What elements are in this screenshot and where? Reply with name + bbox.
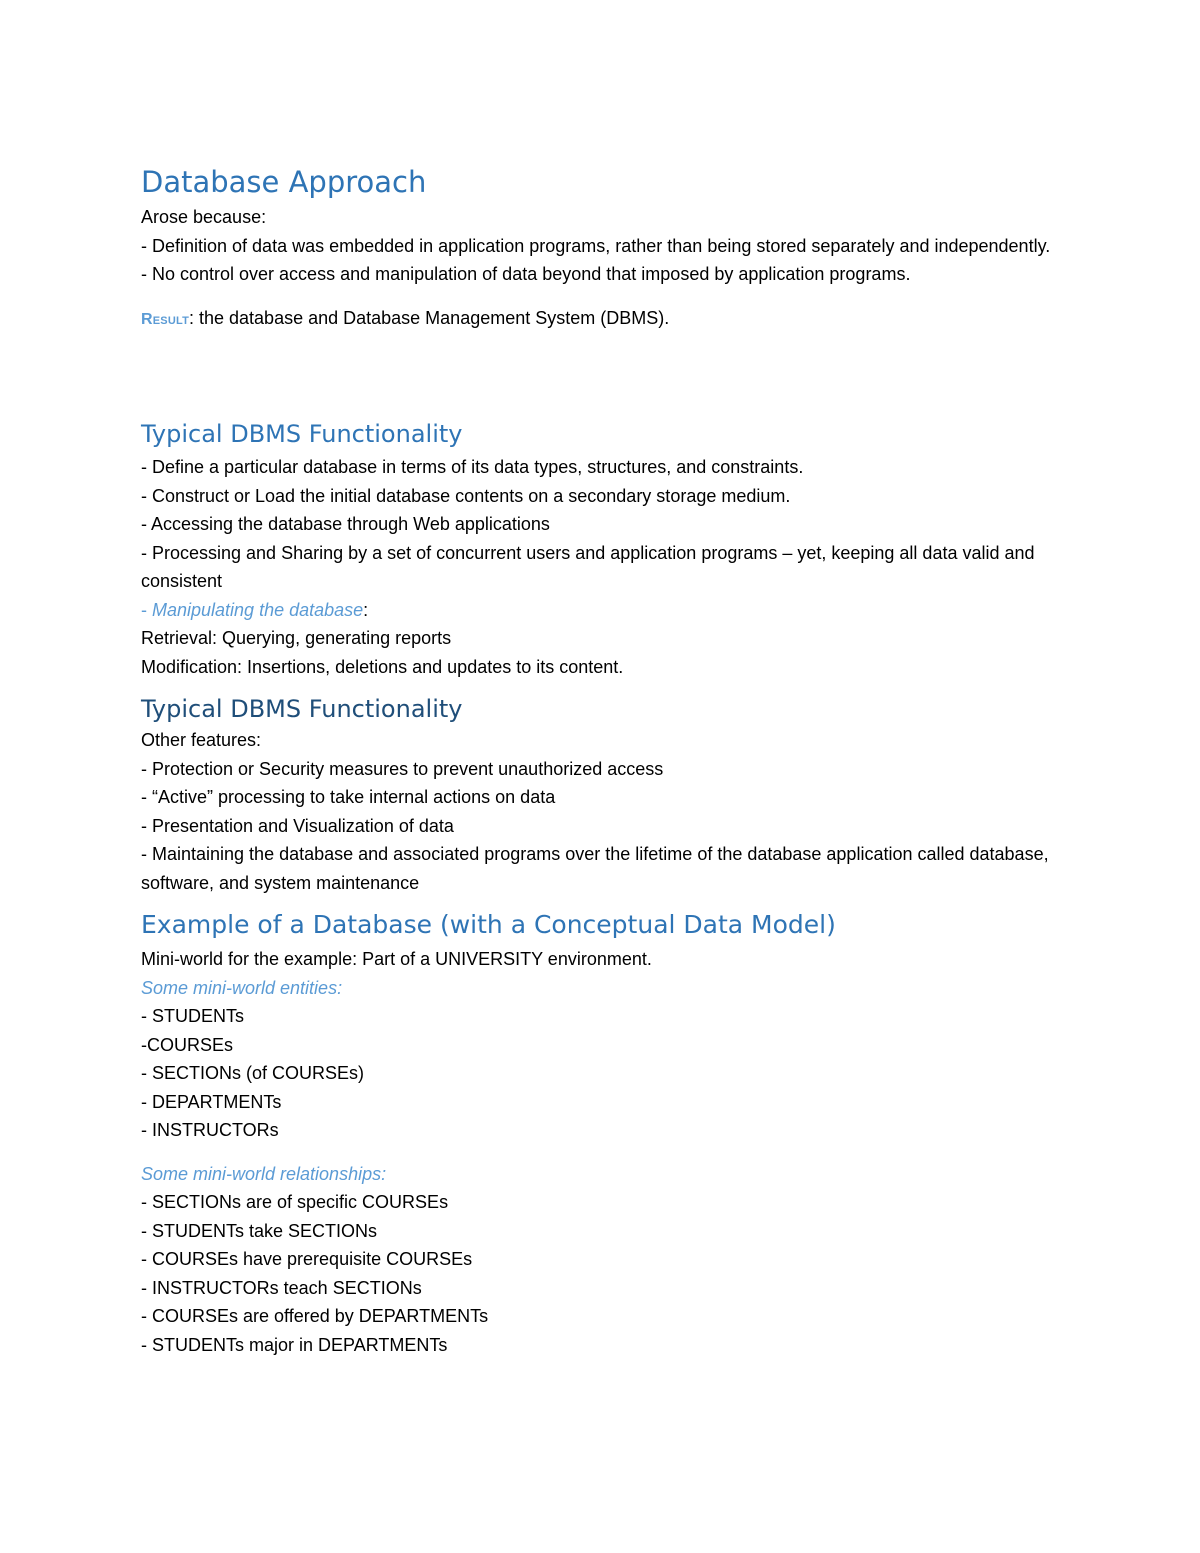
approach-body xyxy=(141,203,1061,334)
relationship-item: - COURSEs have prerequisite COURSEs xyxy=(141,1249,473,1269)
manip-suffix: : xyxy=(363,599,369,620)
relationship-item: - COURSEs are offered by DEPARTMENTs xyxy=(141,1306,489,1326)
relationship-item: - SECTIONs are of specific COURSEs xyxy=(141,1192,449,1212)
functionality-item: - Construct or Load the initial database contents on a secondary storage medium. xyxy=(141,485,791,506)
approach-item: - Definition of data was embedded in application programs, rather than being stored separately and independently. xyxy=(141,235,1051,256)
entity-item: - DEPARTMENTs xyxy=(141,1091,282,1112)
feature-item: - “Active” processing to take internal actions on data xyxy=(141,787,556,807)
heading-typical-dbms-2: Typical DBMS Functionality xyxy=(141,695,463,723)
functionality-item: - Define a particular database in terms of its data types, structures, and constraints. xyxy=(141,457,804,477)
heading-typical-dbms-1: Typical DBMS Functionality xyxy=(141,420,463,448)
entity-item: - STUDENTs xyxy=(141,1006,244,1026)
functionality-item: - Accessing the database through Web applications xyxy=(141,514,550,534)
relationship-item: - INSTRUCTORs teach SECTIONs xyxy=(141,1277,422,1298)
entities-label: Some mini-world entities: xyxy=(141,977,343,998)
relationship-item: - STUDENTs major in DEPARTMENTs xyxy=(141,1334,448,1355)
example-body xyxy=(141,945,1061,1359)
entity-item: - INSTRUCTORs xyxy=(141,1120,279,1140)
relationship-item: - STUDENTs take SECTIONs xyxy=(141,1220,378,1241)
functionality-item: - Processing and Sharing by a set of concurrent users and application programs – yet, keeping all data valid and consistent xyxy=(141,542,1035,591)
approach-result xyxy=(141,304,1061,335)
manip-prefix: - xyxy=(141,599,152,620)
manipulating-line xyxy=(141,596,1061,625)
result-text: : the database and Database Management System (DBMS). xyxy=(189,307,670,328)
manip-label: Manipulating the database xyxy=(152,599,364,620)
relationships-label: Some mini-world relationships: xyxy=(141,1163,387,1184)
functionality1-body xyxy=(141,453,1061,681)
approach-intro: Arose because: xyxy=(141,207,267,227)
example-intro: Mini-world for the example: Part of a UNIVERSITY environment. xyxy=(141,949,652,969)
feature-item: - Presentation and Visualization of data xyxy=(141,815,454,836)
heading-example-database: Example of a Database (with a Conceptual Data Model) xyxy=(141,910,836,939)
other-features-intro: Other features: xyxy=(141,730,262,750)
retrieval-line: Retrieval: Querying, generating reports xyxy=(141,628,452,648)
approach-item: - No control over access and manipulation of data beyond that imposed by application programs. xyxy=(141,264,911,284)
feature-item: - Protection or Security measures to prevent unauthorized access xyxy=(141,758,664,779)
feature-item: - Maintaining the database and associated programs over the lifetime of the database application called database, software, and system maintenance xyxy=(141,844,1049,893)
entity-item: - SECTIONs (of COURSEs) xyxy=(141,1063,365,1083)
heading-database-approach: Database Approach xyxy=(141,165,427,199)
entity-item: -COURSEs xyxy=(141,1034,234,1055)
functionality2-body xyxy=(141,726,1061,897)
result-label: Result xyxy=(141,310,189,328)
modification-line: Modification: Insertions, deletions and updates to its content. xyxy=(141,656,624,677)
